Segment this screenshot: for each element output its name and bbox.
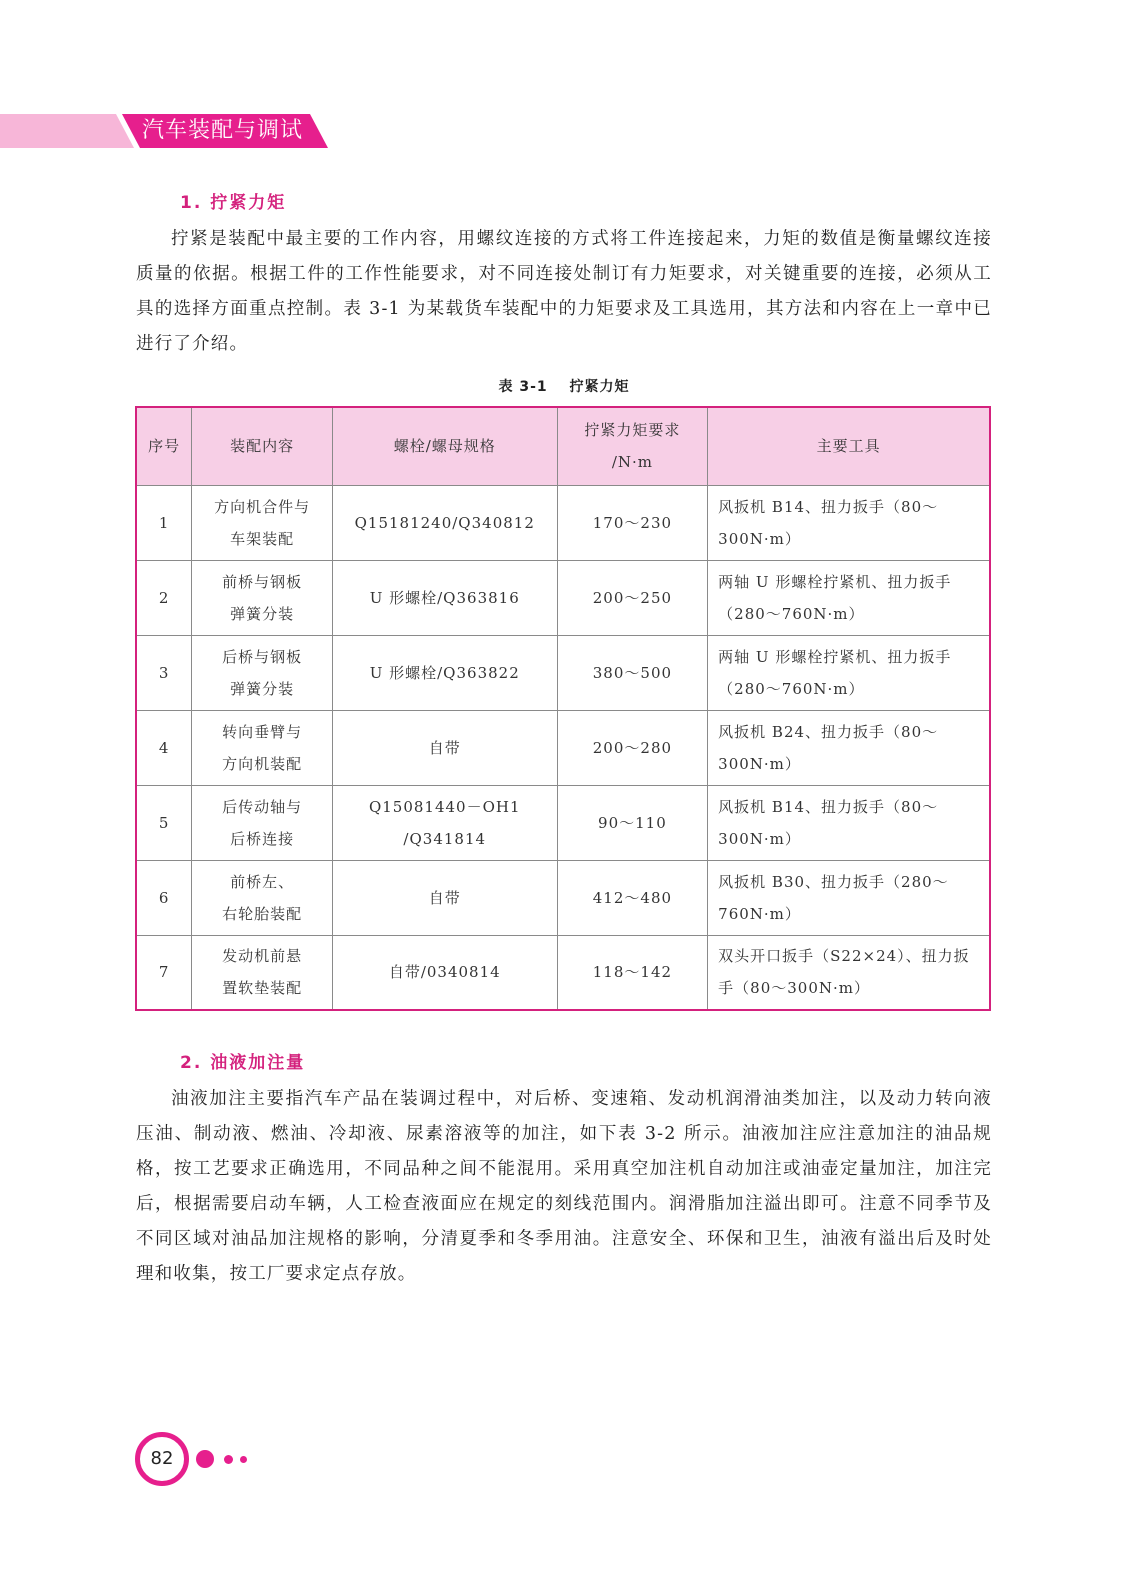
header-torque xyxy=(557,407,708,485)
cell-no-line: 1 xyxy=(158,513,170,532)
cell-no-line: 6 xyxy=(158,888,170,907)
cell-torque xyxy=(557,485,708,560)
cell-spec-line: U 形螺栓/Q363822 xyxy=(369,663,520,682)
cell-content-line: 车架装配 xyxy=(230,529,295,548)
cell-tools xyxy=(708,935,990,1010)
section-heading-oil: 2. 油液加注量 xyxy=(180,1053,306,1073)
table-row xyxy=(136,635,990,710)
cell-torque-line: 90～110 xyxy=(598,813,667,832)
cell-content-line: 后桥连接 xyxy=(230,829,295,848)
cell-no xyxy=(136,635,192,710)
cell-content-line: 置软垫装配 xyxy=(222,979,303,998)
table-header-row xyxy=(136,407,990,485)
cell-tools xyxy=(708,485,990,560)
cell-no-line: 5 xyxy=(158,813,170,832)
cell-content-line: 弹簧分装 xyxy=(230,604,295,623)
cell-no xyxy=(136,560,192,635)
cell-tools-line: 风扳机 B14、扭力扳手（80～300N·m） xyxy=(718,497,939,548)
cell-torque-line: 200～250 xyxy=(592,588,673,607)
torque-table xyxy=(135,406,991,1011)
cell-content xyxy=(192,935,333,1010)
table-row xyxy=(136,860,990,935)
cell-no-line: 7 xyxy=(158,963,170,982)
cell-tools-line: 双头开口扳手（S22×24）、扭力扳手（80～300N·m） xyxy=(718,947,970,998)
cell-no-line: 2 xyxy=(158,588,170,607)
cell-spec-line: 自带 xyxy=(428,888,461,907)
cell-torque xyxy=(557,935,708,1010)
cell-torque xyxy=(557,785,708,860)
cell-no xyxy=(136,785,192,860)
cell-torque-line: 170～230 xyxy=(592,513,673,532)
cell-spec xyxy=(332,560,557,635)
cell-spec-line: U 形螺栓/Q363816 xyxy=(369,588,520,607)
table-caption-title: 拧紧力矩 xyxy=(569,379,630,395)
cell-no-line: 3 xyxy=(158,663,170,682)
cell-torque xyxy=(557,710,708,785)
header-torque-line2: /N·m xyxy=(611,453,653,472)
cell-torque xyxy=(557,635,708,710)
cell-content-line: 方向机合件与 xyxy=(214,497,311,516)
paragraph-oil: 油液加注主要指汽车产品在装调过程中，对后桥、变速箱、发动机润滑油类加注，以及动力转向液压油、制动液、燃油、冷却液、尿素溶液等的加注，如下表 3-2 所示。油液加注应注意加注的油品规格，按工艺要求正确选用，不同品种之间不能混用。采用真空加注机自动加注或油壶定量加注，加注完后，根据需要启动车辆，人工检查液面应在规定的刻线范围内。润滑脂加注溢出即可。注意不同季节及不同区域对油品加注规格的影响，分清夏季和冬季用油。注意安全、环保和卫生，油液有溢出后及时处理和收集，按工厂要求定点存放。 xyxy=(136,1089,992,1284)
cell-no xyxy=(136,710,192,785)
cell-torque-line: 118～142 xyxy=(592,963,673,982)
page-number: 82 xyxy=(135,1432,189,1486)
cell-torque xyxy=(557,860,708,935)
header-tools: 主要工具 xyxy=(708,407,990,485)
header-content: 装配内容 xyxy=(192,407,333,485)
cell-no xyxy=(136,860,192,935)
cell-tools xyxy=(708,635,990,710)
decor-dot-small xyxy=(240,1456,247,1463)
table-row xyxy=(136,935,990,1010)
cell-content-line: 右轮胎装配 xyxy=(222,904,303,923)
cell-tools-line: 风扳机 B24、扭力扳手（80～300N·m） xyxy=(718,722,939,773)
cell-spec xyxy=(332,860,557,935)
cell-spec-line: /Q341814 xyxy=(403,829,487,848)
cell-content-line: 弹簧分装 xyxy=(230,679,295,698)
cell-tools-line: 风扳机 B14、扭力扳手（80～300N·m） xyxy=(718,797,939,848)
cell-torque-line: 200～280 xyxy=(592,738,673,757)
table-row xyxy=(136,560,990,635)
cell-content xyxy=(192,860,333,935)
cell-tools-line: 两轴 U 形螺栓拧紧机、扭力扳手（280～760N·m） xyxy=(718,572,952,623)
cell-content-line: 后桥与钢板 xyxy=(222,647,303,666)
cell-content-line: 方向机装配 xyxy=(222,754,303,773)
cell-content-line: 后传动轴与 xyxy=(222,797,303,816)
cell-spec xyxy=(332,935,557,1010)
section-heading-torque: 1. 拧紧力矩 xyxy=(180,193,287,213)
cell-spec-line: Q15181240/Q340812 xyxy=(354,513,535,532)
table-row xyxy=(136,785,990,860)
paragraph-torque: 拧紧是装配中最主要的工作内容，用螺纹连接的方式将工件连接起来，力矩的数值是衡量螺纹连接质量的依据。根据工件的工作性能要求，对不同连接处制订有力矩要求，对关键重要的连接，必须从工具的选择方面重点控制。表 3-1 为某载货车装配中的力矩要求及工具选用，其方法和内容在上一章中已进行了介绍。 xyxy=(136,229,992,354)
cell-tools xyxy=(708,560,990,635)
cell-content xyxy=(192,560,333,635)
cell-content-line: 转向垂臂与 xyxy=(222,722,303,741)
cell-torque-line: 380～500 xyxy=(592,663,673,682)
cell-content-line: 前桥与钢板 xyxy=(222,572,303,591)
cell-tools xyxy=(708,710,990,785)
cell-torque xyxy=(557,560,708,635)
cell-content-line: 前桥左、 xyxy=(230,872,295,891)
cell-no-line: 4 xyxy=(158,738,170,757)
header-spec: 螺栓/螺母规格 xyxy=(332,407,557,485)
cell-content xyxy=(192,710,333,785)
table-row xyxy=(136,710,990,785)
cell-tools-line: 风扳机 B30、扭力扳手（280～760N·m） xyxy=(718,872,949,923)
cell-torque-line: 412～480 xyxy=(592,888,673,907)
cell-spec-line: Q15081440－OH1 xyxy=(368,797,521,816)
cell-tools xyxy=(708,785,990,860)
table-caption-number: 表 3-1 xyxy=(498,379,548,395)
cell-content xyxy=(192,635,333,710)
cell-content xyxy=(192,785,333,860)
cell-spec xyxy=(332,635,557,710)
cell-spec xyxy=(332,785,557,860)
chapter-title: 汽车装配与调试 xyxy=(142,118,304,143)
cell-spec-line: 自带/0340814 xyxy=(388,963,501,982)
table-caption xyxy=(0,376,1128,396)
header-no: 序号 xyxy=(136,407,192,485)
cell-spec-line: 自带 xyxy=(428,738,461,757)
header-torque-line1: 拧紧力矩要求 xyxy=(584,421,681,440)
cell-content xyxy=(192,485,333,560)
cell-tools xyxy=(708,860,990,935)
decor-dot-medium xyxy=(224,1455,233,1464)
cell-spec xyxy=(332,485,557,560)
decor-dot-large xyxy=(196,1450,214,1468)
table-row xyxy=(136,485,990,560)
cell-no xyxy=(136,485,192,560)
cell-tools-line: 两轴 U 形螺栓拧紧机、扭力扳手（280～760N·m） xyxy=(718,647,952,698)
cell-no xyxy=(136,935,192,1010)
cell-spec xyxy=(332,710,557,785)
cell-content-line: 发动机前悬 xyxy=(222,947,303,966)
